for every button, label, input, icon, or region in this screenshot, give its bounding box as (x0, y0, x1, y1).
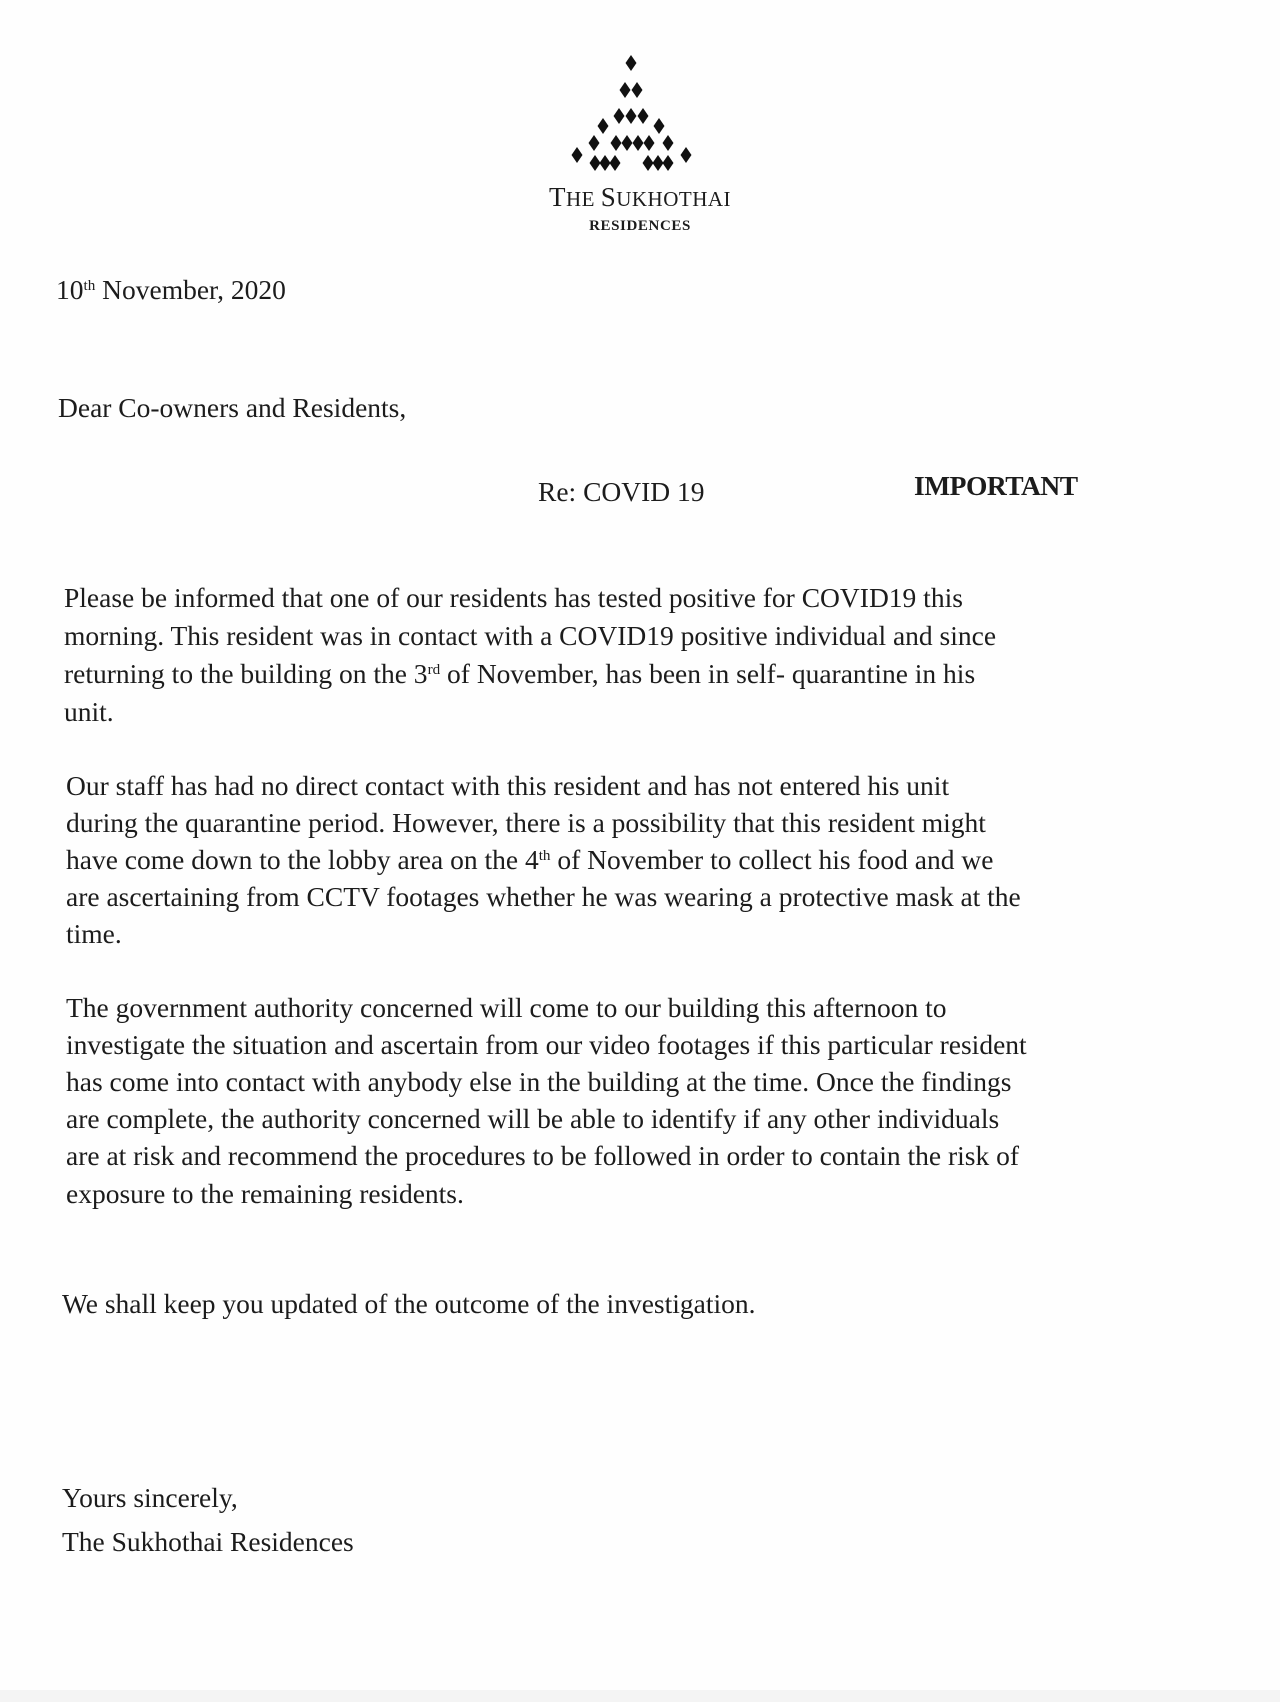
body-line (64, 660, 975, 688)
body-line: are ascertaining from CCTV footages whether he was wearing a protective mask at the (66, 881, 1021, 912)
body-line (66, 846, 993, 874)
logo-diamond (598, 118, 609, 134)
letterhead-name-rest-2: UKHOTHAI (616, 187, 732, 211)
logo-diamond (610, 155, 621, 171)
letter-date (56, 276, 286, 304)
body-line: exposure to the remaining residents. (66, 1178, 464, 1209)
logo-diamond (654, 118, 665, 134)
body-line: investigate the situation and ascertain from our video footages if this particular resident (66, 1029, 1027, 1060)
body-line: unit. (64, 696, 114, 727)
page-bottom-edge (0, 1690, 1280, 1702)
logo-diamond (626, 108, 637, 124)
valediction: Yours sincerely, (62, 1482, 238, 1513)
letterhead-name-rest-1: HE (565, 187, 601, 211)
body-line: morning. This resident was in contact with a COVID19 positive individual and since (64, 620, 997, 651)
diamond-pyramid-logo-icon (560, 40, 710, 180)
logo-diamond (572, 147, 583, 163)
logo-diamond (633, 135, 644, 151)
logo-diamond (632, 82, 643, 98)
logo-diamond (600, 155, 611, 171)
body-text: of November to collect his food and we (550, 844, 994, 875)
letterhead-name-cap-2: S (600, 182, 617, 212)
body-line: We shall keep you updated of the outcome of the investigation. (62, 1288, 756, 1319)
logo-diamond (590, 155, 601, 171)
ordinal-suffix: th (538, 847, 551, 864)
date-day: 10 (56, 274, 84, 305)
letterhead-name-cap-1: T (548, 182, 566, 212)
body-line: Please be informed that one of our residents has tested positive for COVID19 this (64, 582, 963, 613)
logo-diamond (663, 135, 674, 151)
subject-line: Re: COVID 19 (538, 476, 705, 507)
logo-diamond (638, 108, 649, 124)
logo-diamond (620, 82, 631, 98)
body-text: of November, has been in self- quarantine in his (440, 658, 976, 689)
date-rest: November, 2020 (95, 274, 286, 305)
logo-diamond (626, 55, 637, 71)
logo-diamond (663, 155, 674, 171)
ordinal-suffix: rd (427, 661, 441, 678)
body-line: time. (66, 918, 122, 949)
letterhead-name (440, 182, 840, 213)
body-line: The government authority concerned will come to our building this afternoon to (66, 992, 947, 1023)
logo-diamond (643, 155, 654, 171)
important-flag: IMPORTANT (914, 470, 1078, 501)
salutation: Dear Co-owners and Residents, (58, 392, 407, 423)
body-line: during the quarantine period. However, there is a possibility that this resident might (66, 807, 986, 838)
logo-diamond (644, 135, 655, 151)
logo-diamond (611, 135, 622, 151)
signatory: The Sukhothai Residences (62, 1526, 354, 1557)
logo-diamond (622, 135, 633, 151)
logo-diamond (614, 108, 625, 124)
logo-diamond (681, 147, 692, 163)
body-line: are at risk and recommend the procedures to be followed in order to contain the risk of (66, 1140, 1020, 1171)
body-line: has come into contact with anybody else in the building at the time. Once the findings (66, 1066, 1012, 1097)
letterhead-subtitle: RESIDENCES (589, 218, 691, 234)
date-suffix: th (83, 277, 96, 294)
body-text: returning to the building on the 3 (64, 658, 428, 689)
logo-diamond (589, 135, 600, 151)
body-line: Our staff has had no direct contact with this resident and has not entered his unit (66, 770, 950, 801)
logo-diamond (653, 155, 664, 171)
body-text: have come down to the lobby area on the 4 (66, 844, 539, 875)
body-line: are complete, the authority concerned will be able to identify if any other individuals (66, 1103, 1000, 1134)
